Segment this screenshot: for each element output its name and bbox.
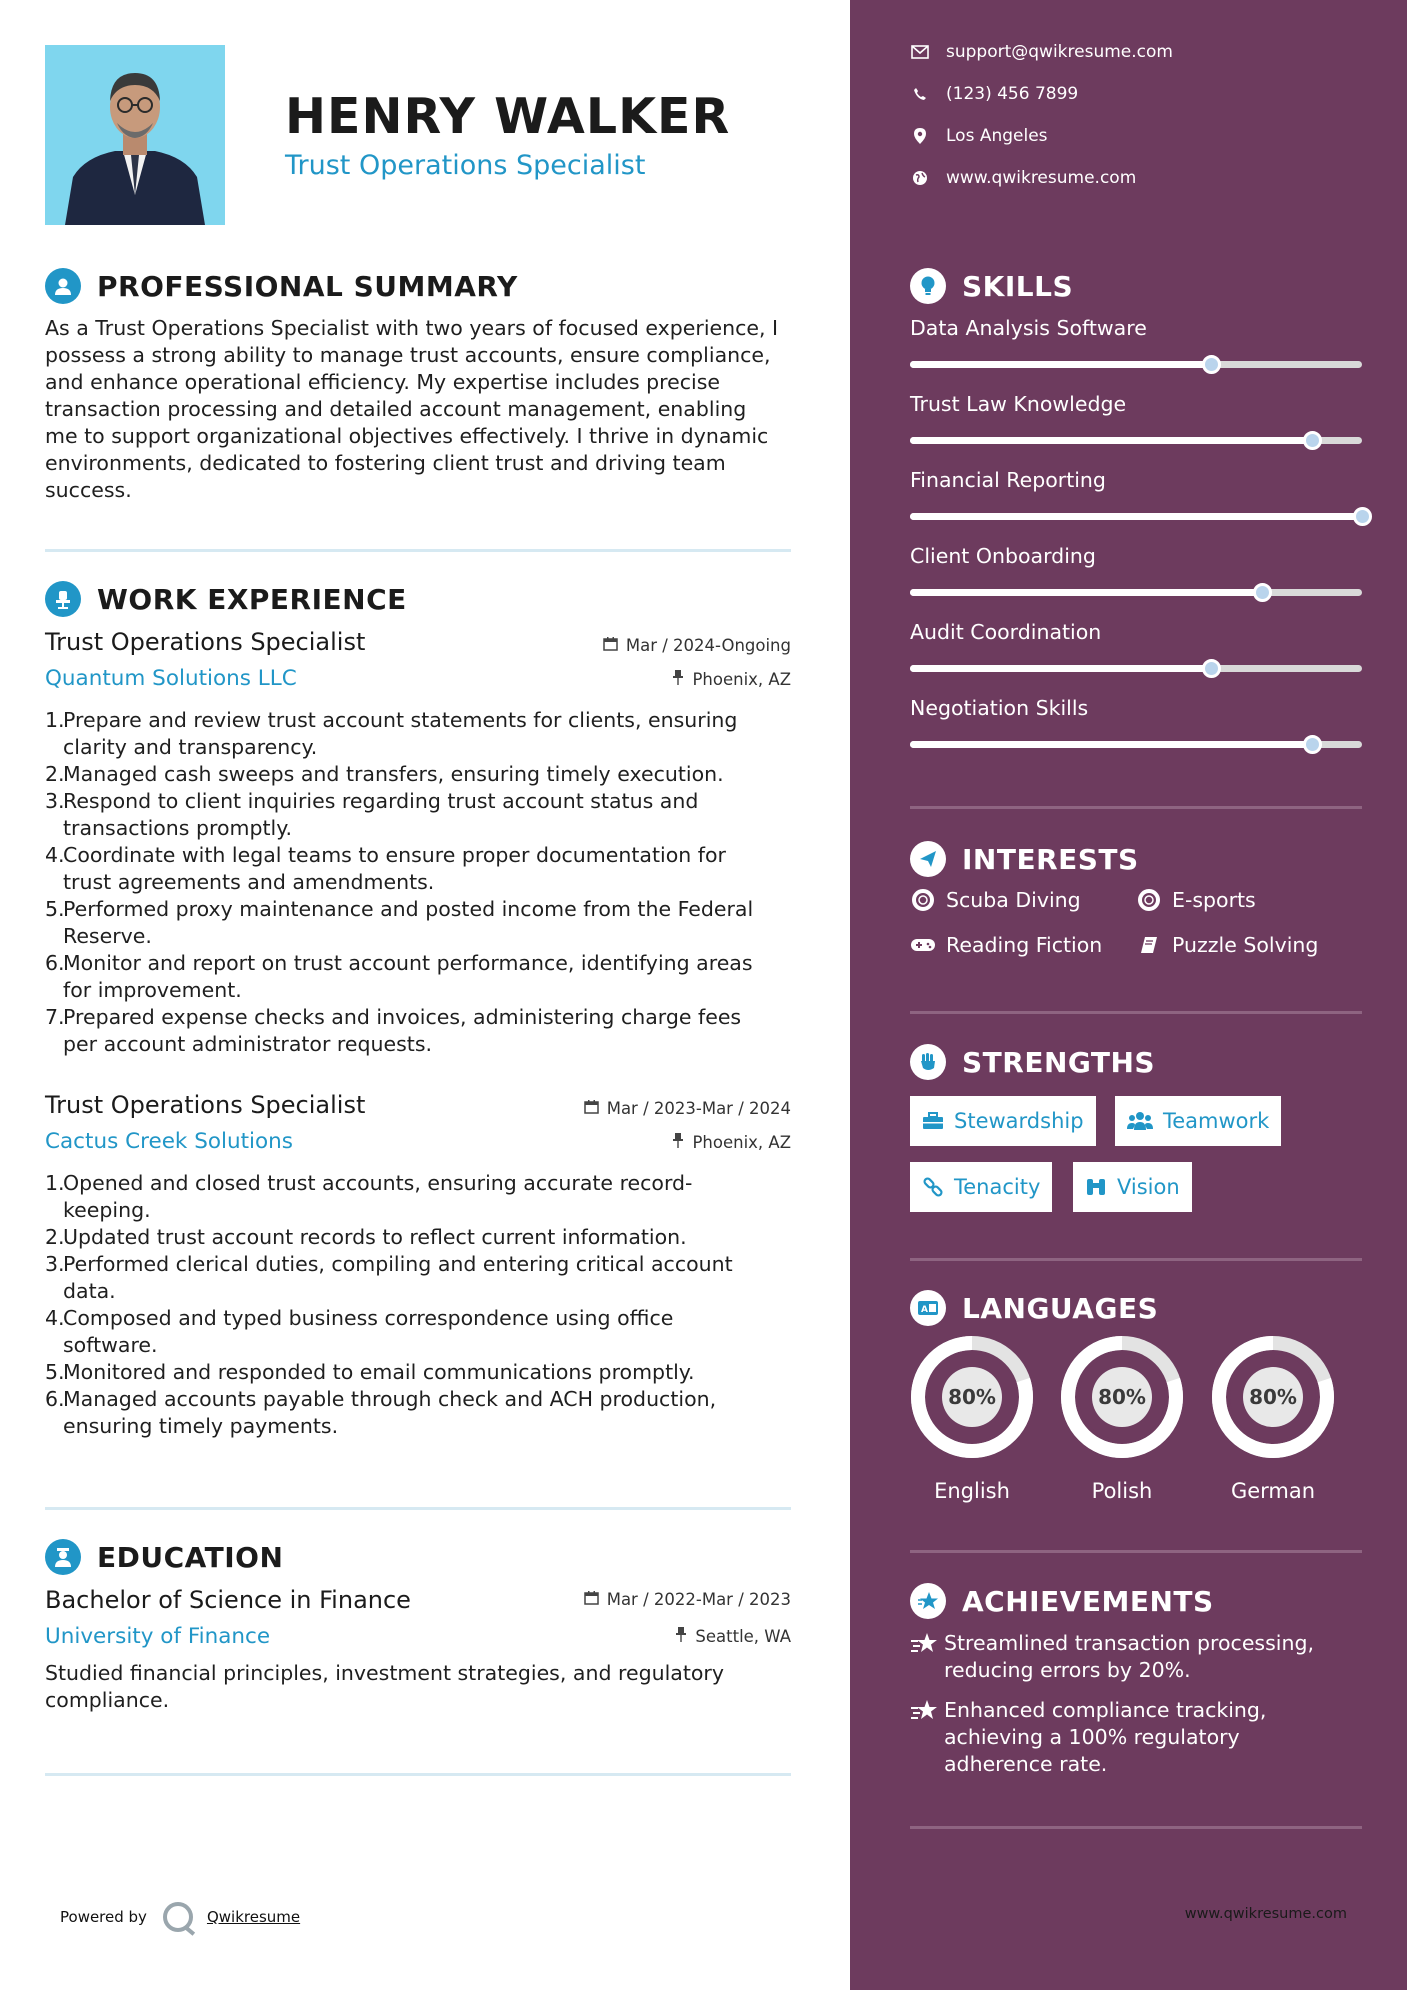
achievement-line: adherence rate. xyxy=(944,1752,1108,1776)
list-item xyxy=(45,1224,795,1251)
email-text: support@qwikresume.com xyxy=(946,42,1173,62)
footer-site[interactable]: www.qwikresume.com xyxy=(1184,1906,1347,1922)
phone-icon xyxy=(910,87,930,101)
achievement-item xyxy=(910,1630,1350,1684)
skill-label: Client Onboarding xyxy=(910,544,1096,568)
job-dates-text: Mar / 2024-Ongoing xyxy=(625,636,791,655)
language-percent: 80% xyxy=(948,1385,996,1409)
skill-bar-knob xyxy=(1202,659,1221,678)
calendar-icon xyxy=(584,1590,599,1609)
job-location xyxy=(672,1133,791,1152)
contact-website[interactable] xyxy=(910,168,1136,188)
translate-icon xyxy=(910,1290,946,1326)
divider xyxy=(910,1258,1362,1261)
contact-location xyxy=(910,126,1048,146)
shooting-star-icon xyxy=(910,1630,944,1684)
list-line: Respond to client inquiries regarding trust account status and xyxy=(63,789,699,813)
book-icon xyxy=(1136,935,1162,955)
summary-title: PROFESSIONAL SUMMARY xyxy=(97,269,518,303)
education-dates-text: Mar / 2022-Mar / 2023 xyxy=(606,1590,791,1609)
job-location xyxy=(672,670,791,689)
skill-label: Trust Law Knowledge xyxy=(910,392,1127,416)
interests-heading xyxy=(910,841,1139,877)
skill-bar xyxy=(910,589,1362,596)
shooting-star-icon xyxy=(910,1697,944,1778)
language-name: Polish xyxy=(1091,1479,1153,1503)
divider xyxy=(45,1773,791,1776)
divider xyxy=(45,1507,791,1510)
list-number: 4. xyxy=(45,843,65,867)
user-icon xyxy=(45,268,81,304)
skill-bar-knob xyxy=(1253,583,1272,602)
interest-label: Puzzle Solving xyxy=(1172,933,1319,957)
skill-bar-fill xyxy=(910,589,1262,596)
list-number: 4. xyxy=(45,1306,65,1330)
language-item xyxy=(910,1335,1034,1503)
school-name: University of Finance xyxy=(45,1624,271,1649)
list-number: 6. xyxy=(45,1387,65,1411)
list-line: per account administrator requests. xyxy=(63,1032,433,1056)
map-marker-icon xyxy=(910,128,930,144)
calendar-icon xyxy=(603,636,618,655)
binoculars-icon xyxy=(1085,1177,1107,1197)
list-line: Reserve. xyxy=(63,924,152,948)
education-line: Studied financial principles, investment strategies, and regulatory xyxy=(45,1661,724,1685)
achievements-heading xyxy=(910,1583,1214,1619)
language-name: German xyxy=(1230,1479,1316,1503)
education-title: EDUCATION xyxy=(97,1540,284,1574)
lifebuoy-icon xyxy=(1136,889,1162,911)
divider xyxy=(910,1826,1362,1829)
strength-label: Tenacity xyxy=(954,1175,1041,1199)
education-description xyxy=(45,1660,795,1714)
powered-by-label: Powered by xyxy=(60,1908,147,1926)
job-location-text: Phoenix, AZ xyxy=(692,670,791,689)
interest-label: Reading Fiction xyxy=(946,933,1103,957)
skill-bar xyxy=(910,741,1362,748)
skill-bar-knob xyxy=(1303,431,1322,450)
skill-bar xyxy=(910,361,1362,368)
job-title: Trust Operations Specialist xyxy=(45,1091,366,1119)
list-number: 3. xyxy=(45,789,65,813)
list-line: Managed cash sweeps and transfers, ensuring timely execution. xyxy=(63,762,724,786)
divider xyxy=(910,1550,1362,1553)
skill-bar-fill xyxy=(910,437,1312,444)
interest-item xyxy=(1136,933,1318,957)
paper-plane-icon xyxy=(910,841,946,877)
job-location-text: Phoenix, AZ xyxy=(692,1133,791,1152)
education-location-text: Seattle, WA xyxy=(695,1627,791,1646)
job-dates xyxy=(603,636,791,655)
svg-text:A: A xyxy=(921,1305,928,1315)
summary-line: environments, dedicated to fostering client trust and driving team xyxy=(45,451,726,475)
skill-label: Negotiation Skills xyxy=(910,696,1089,720)
pin-icon xyxy=(675,1627,687,1646)
list-line: Opened and closed trust accounts, ensuring accurate record- xyxy=(63,1171,693,1195)
list-item xyxy=(45,1386,795,1440)
language-ring xyxy=(910,1335,1034,1459)
interests-title: INTERESTS xyxy=(962,842,1139,876)
list-number: 2. xyxy=(45,1225,65,1249)
job-dates-text: Mar / 2023-Mar / 2024 xyxy=(606,1099,791,1118)
list-line: Monitored and responded to email communications promptly. xyxy=(63,1360,695,1384)
language-percent: 80% xyxy=(1098,1385,1146,1409)
list-line: Updated trust account records to reflect current information. xyxy=(63,1225,687,1249)
skill-label: Data Analysis Software xyxy=(910,316,1147,340)
list-number: 5. xyxy=(45,1360,65,1384)
list-item xyxy=(45,1305,795,1359)
lifebuoy-icon xyxy=(910,889,936,911)
job-title: Trust Operations Specialist xyxy=(45,628,366,656)
website-text: www.qwikresume.com xyxy=(946,168,1137,188)
list-number: 5. xyxy=(45,897,65,921)
interest-item xyxy=(910,888,1081,912)
chair-icon xyxy=(45,581,81,617)
achievement-line: Enhanced compliance tracking, xyxy=(944,1698,1267,1722)
strengths-heading xyxy=(910,1044,1155,1080)
list-line: Coordinate with legal teams to ensure proper documentation for xyxy=(63,843,726,867)
strength-chip xyxy=(1115,1096,1281,1146)
list-number: 7. xyxy=(45,1005,65,1029)
language-item xyxy=(1211,1335,1335,1503)
skill-bar-fill xyxy=(910,665,1211,672)
education-line: compliance. xyxy=(45,1688,170,1712)
interest-item xyxy=(910,933,1102,957)
calendar-icon xyxy=(584,1099,599,1118)
language-percent: 80% xyxy=(1249,1385,1297,1409)
skill-bar xyxy=(910,437,1362,444)
skill-bar-fill xyxy=(910,361,1211,368)
qwikresume-logo xyxy=(163,1902,193,1932)
list-line: software. xyxy=(63,1333,158,1357)
sidebar xyxy=(850,0,1407,1990)
list-line: Composed and typed business correspondence using office xyxy=(63,1306,674,1330)
lightbulb-icon xyxy=(910,268,946,304)
skill-bar xyxy=(910,513,1362,520)
job-bullets xyxy=(45,1170,795,1440)
language-item xyxy=(1060,1335,1184,1503)
job-dates xyxy=(584,1099,791,1118)
strength-label: Stewardship xyxy=(954,1109,1084,1133)
skills-title: SKILLS xyxy=(962,269,1074,303)
strength-chip xyxy=(910,1162,1052,1212)
skill-label: Financial Reporting xyxy=(910,468,1106,492)
list-line: clarity and transparency. xyxy=(63,735,318,759)
list-line: Prepare and review trust account statements for clients, ensuring xyxy=(63,708,738,732)
list-line: Monitor and report on trust account performance, identifying areas xyxy=(63,951,753,975)
experience-title: WORK EXPERIENCE xyxy=(97,582,407,616)
list-line: Performed clerical duties, compiling and entering critical account xyxy=(63,1252,733,1276)
list-line: data. xyxy=(63,1279,116,1303)
list-line: Performed proxy maintenance and posted income from the Federal xyxy=(63,897,754,921)
achievement-item xyxy=(910,1697,1350,1778)
pin-icon xyxy=(672,670,684,689)
globe-icon xyxy=(910,170,930,186)
achievement-line: reducing errors by 20%. xyxy=(944,1658,1191,1682)
strength-label: Vision xyxy=(1117,1175,1180,1199)
link-icon xyxy=(922,1176,944,1198)
strength-label: Teamwork xyxy=(1163,1109,1270,1133)
list-line: transactions promptly. xyxy=(63,816,292,840)
language-name: English xyxy=(934,1479,1010,1503)
list-line: for improvement. xyxy=(63,978,242,1002)
summary-text xyxy=(45,315,795,504)
strengths-title: STRENGTHS xyxy=(962,1045,1156,1079)
list-number: 3. xyxy=(45,1252,65,1276)
achievement-line: achieving a 100% regulatory xyxy=(944,1725,1240,1749)
list-line: Managed accounts payable through check and ACH production, xyxy=(63,1387,717,1411)
list-item xyxy=(45,1359,795,1386)
skill-bar-fill xyxy=(910,513,1362,520)
list-item xyxy=(45,842,795,896)
strength-chip xyxy=(1073,1162,1192,1212)
skill-bar-knob xyxy=(1353,507,1372,526)
summary-line: and enhance operational efficiency. My expertise includes precise xyxy=(45,370,720,394)
contact-phone[interactable] xyxy=(910,84,1078,104)
strength-chip xyxy=(910,1096,1096,1146)
summary-line: As a Trust Operations Specialist with two years of focused experience, I xyxy=(45,316,779,340)
briefcase-icon xyxy=(922,1112,944,1130)
list-line: Prepared expense checks and invoices, administering charge fees xyxy=(63,1005,742,1029)
users-icon xyxy=(1127,1111,1153,1131)
envelope-icon xyxy=(910,45,930,59)
list-item xyxy=(45,707,795,761)
contact-email[interactable] xyxy=(910,42,1173,62)
skill-bar-fill xyxy=(910,741,1312,748)
skill-bar-knob xyxy=(1303,735,1322,754)
candidate-name: HENRY WALKER xyxy=(285,88,731,145)
list-item xyxy=(45,788,795,842)
list-item xyxy=(45,761,795,788)
divider xyxy=(45,549,791,552)
list-item xyxy=(45,950,795,1004)
list-item xyxy=(45,1251,795,1305)
summary-line: possess a strong ability to manage trust accounts, ensure compliance, xyxy=(45,343,771,367)
divider xyxy=(910,1011,1362,1014)
gamepad-icon xyxy=(910,937,936,953)
education-dates xyxy=(584,1590,791,1609)
list-line: keeping. xyxy=(63,1198,151,1222)
list-number: 1. xyxy=(45,1171,65,1195)
education-location xyxy=(675,1627,791,1646)
list-line: ensuring timely payments. xyxy=(63,1414,339,1438)
skills-heading xyxy=(910,268,1073,304)
location-text: Los Angeles xyxy=(946,126,1048,146)
languages-heading xyxy=(910,1290,1158,1326)
list-number: 1. xyxy=(45,708,65,732)
qwikresume-link[interactable]: Qwikresume xyxy=(206,1908,301,1926)
list-item xyxy=(45,896,795,950)
list-number: 2. xyxy=(45,762,65,786)
candidate-title: Trust Operations Specialist xyxy=(285,150,646,181)
phone-text: (123) 456 7899 xyxy=(946,84,1079,104)
company-name: Quantum Solutions LLC xyxy=(45,666,297,691)
interest-label: Scuba Diving xyxy=(946,888,1081,912)
powered-by xyxy=(60,1902,300,1932)
experience-heading xyxy=(45,581,407,617)
summary-line: success. xyxy=(45,478,132,502)
skill-bar xyxy=(910,665,1362,672)
languages-title: LANGUAGES xyxy=(962,1291,1159,1325)
summary-heading xyxy=(45,268,518,304)
job-bullets xyxy=(45,707,795,1058)
divider xyxy=(910,806,1362,809)
list-number: 6. xyxy=(45,951,65,975)
education-heading xyxy=(45,1539,283,1575)
language-ring xyxy=(1211,1335,1335,1459)
achievement-line: Streamlined transaction processing, xyxy=(944,1631,1315,1655)
star-badge-icon xyxy=(910,1583,946,1619)
pin-icon xyxy=(672,1133,684,1152)
list-item xyxy=(45,1170,795,1224)
skill-bar-knob xyxy=(1202,355,1221,374)
fist-icon xyxy=(910,1044,946,1080)
skill-label: Audit Coordination xyxy=(910,620,1102,644)
summary-line: transaction processing and detailed account management, enabling xyxy=(45,397,747,421)
interest-label: E-sports xyxy=(1172,888,1256,912)
achievements-title: ACHIEVEMENTS xyxy=(962,1584,1214,1618)
interest-item xyxy=(1136,888,1256,912)
degree-title: Bachelor of Science in Finance xyxy=(45,1586,411,1614)
profile-photo xyxy=(45,45,225,225)
summary-line: me to support organizational objectives effectively. I thrive in dynamic xyxy=(45,424,769,448)
language-ring xyxy=(1060,1335,1184,1459)
list-item xyxy=(45,1004,795,1058)
list-line: trust agreements and amendments. xyxy=(63,870,435,894)
graduate-icon xyxy=(45,1539,81,1575)
company-name: Cactus Creek Solutions xyxy=(45,1129,294,1154)
